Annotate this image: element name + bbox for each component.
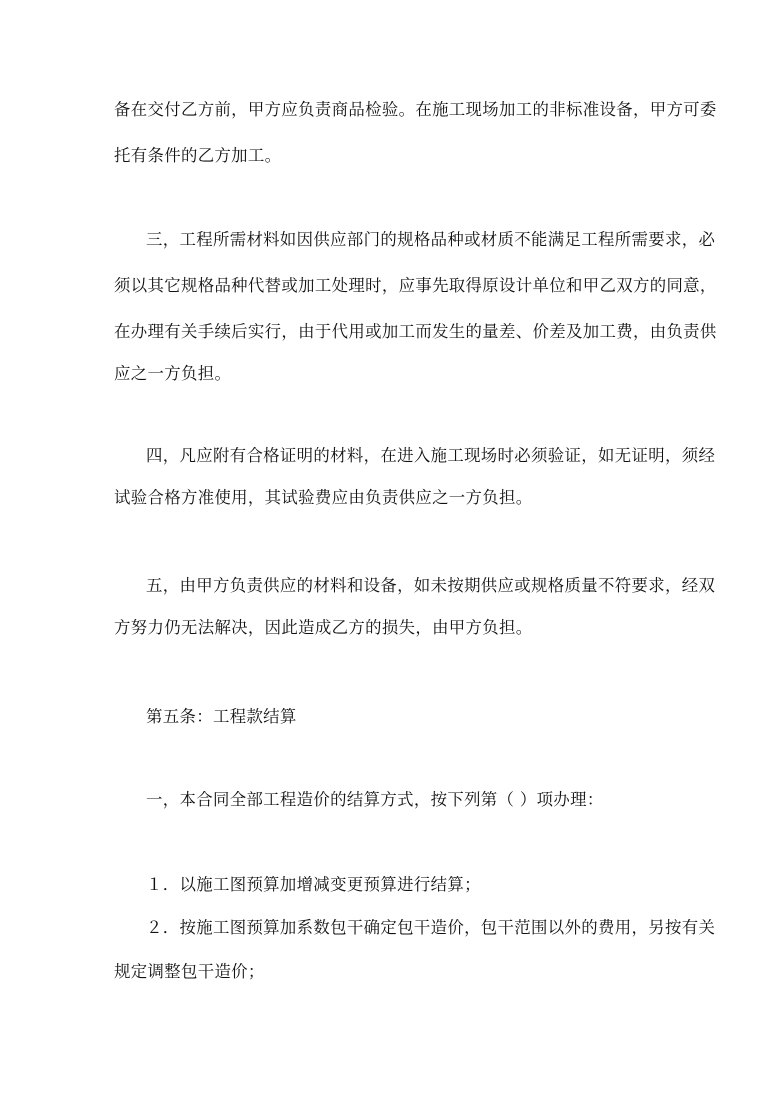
text-line: 须以其它规格品种代替或加工处理时，应事先取得原设计单位和甲乙双方的同意，: [114, 276, 717, 295]
text-line: 四，凡应附有合格证明的材料，在进入施工现场时必须验证，如无证明，须经: [146, 446, 716, 465]
text-line: 方努力仍无法解决，因此造成乙方的损失，由甲方负担。: [114, 618, 533, 637]
text-line: ２．按施工图预算加系数包干确定包干造价，包干范围以外的费用，另按有关: [146, 918, 716, 937]
text-line: 五，由甲方负责供应的材料和设备，如未按期供应或规格质量不符要求，经双: [146, 576, 716, 595]
text-line: 托有条件的乙方加工。: [114, 146, 282, 165]
article-heading: 第五条：工程款结算: [146, 707, 297, 726]
list-item: １．以施工图预算加增减变更预算进行结算；: [146, 875, 481, 894]
text-line: 应之一方负担。: [114, 364, 232, 383]
text-line: 三，工程所需材料如因供应部门的规格品种或材质不能满足工程所需要求，必: [146, 230, 716, 249]
text-line: 在办理有关手续后实行，由于代用或加工而发生的量差、价差及加工费，由负责供: [114, 322, 717, 341]
text-line: 试验合格方准使用，其试验费应由负责供应之一方负担。: [114, 488, 533, 507]
text-line: 备在交付乙方前，甲方应负责商品检验。在施工现场加工的非标准设备，甲方可委: [114, 100, 717, 119]
text-line: 规定调整包干造价；: [114, 962, 265, 981]
clause-text: 一，本合同全部工程造价的结算方式，按下列第（ ）项办理：: [146, 790, 604, 809]
